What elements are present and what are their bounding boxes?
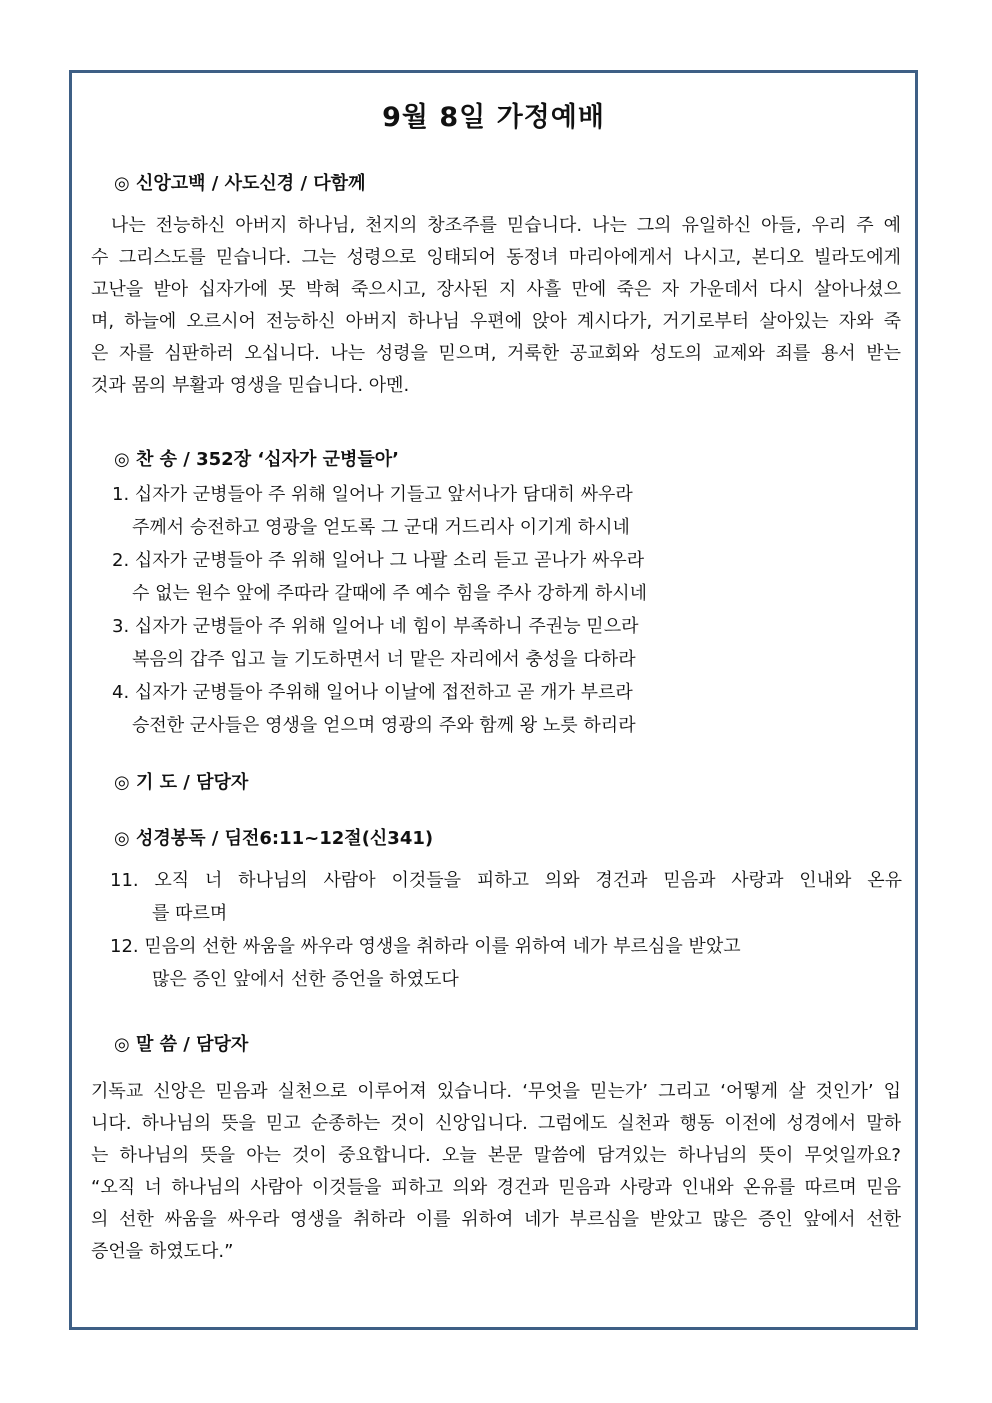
creed-line: 수 그리스도를 믿습니다. 그는 성령으로 잉태되어 동정녀 마리아에게서 나시고, 본디오 빌라도에게 (91, 247, 901, 268)
prayer-heading: ◎ 기 도 / 담당자 (114, 772, 249, 793)
hymn-line: 수 없는 원수 앞에 주따라 갈때에 주 예수 힘을 주사 강하게 하시네 (132, 583, 648, 604)
sermon-line: “오직 너 하나님의 사람아 이것들을 피하고 의와 경건과 믿음과 사랑과 인내와 온유를 따르며 믿음 (91, 1177, 901, 1198)
hymn-line: 2. 십자가 군병들아 주 위해 일어나 그 나팔 소리 듣고 곧나가 싸우라 (112, 550, 645, 571)
hymn-line: 3. 십자가 군병들아 주 위해 일어나 네 힘이 부족하니 주권능 믿으라 (112, 616, 639, 637)
creed-text (91, 210, 901, 402)
creed-line: 나는 전능하신 아버지 하나님, 천지의 창조주를 믿습니다. 나는 그의 유일하신 아들, 우리 주 예 (91, 215, 901, 236)
reading-line: 11. 오직 너 하나님의 사람아 이것들을 피하고 의와 경건과 믿음과 사랑과 인내와 온유 (110, 870, 902, 891)
sermon-line: 니다. 하나님의 뜻을 믿고 순종하는 것이 신앙입니다. 그럼에도 실천과 행동 이전에 성경에서 말하 (91, 1113, 901, 1134)
reading-text (110, 864, 902, 996)
creed-heading: ◎ 신앙고백 / 사도신경 / 다함께 (114, 173, 366, 194)
sermon-line: 는 하나님의 뜻을 아는 것이 중요합니다. 오늘 본문 말씀에 담겨있는 하나님의 뜻이 무엇일까요? (91, 1145, 901, 1166)
sermon-heading: ◎ 말 씀 / 담당자 (114, 1034, 249, 1055)
creed-line: 것과 몸의 부활과 영생을 믿습니다. 아멘. (91, 375, 410, 396)
page-title: 9월 8일 가정예배 (382, 102, 605, 133)
creed-line: 은 자를 심판하러 오십니다. 나는 성령을 믿으며, 거룩한 공교회와 성도의 교제와 죄를 용서 받는 (91, 343, 901, 364)
creed-line: 고난을 받아 십자가에 못 박혀 죽으시고, 장사된 지 사흘 만에 죽은 자 가운데서 다시 살아나셨으 (91, 279, 901, 300)
hymn-line: 승전한 군사들은 영생을 얻으며 영광의 주와 함께 왕 노릇 하리라 (132, 715, 636, 736)
sermon-line: 증언을 하였도다.” (91, 1241, 234, 1262)
sermon-line: 기독교 신앙은 믿음과 실천으로 이루어져 있습니다. ‘무엇을 믿는가’ 그리고 ‘어떻게 살 것인가’ 입 (91, 1081, 901, 1102)
reading-line: 12. 믿음의 선한 싸움을 싸우라 영생을 취하라 이를 위하여 네가 부르심을 받았고 (110, 936, 741, 957)
reading-heading: ◎ 성경봉독 / 딤전6:11~12절(신341) (114, 828, 434, 849)
page-border (69, 70, 918, 1330)
sermon-line: 의 선한 싸움을 싸우라 영생을 취하라 이를 위하여 네가 부르심을 받았고 많은 증인 앞에서 선한 (91, 1209, 901, 1230)
creed-line: 며, 하늘에 오르시어 전능하신 아버지 하나님 우편에 앉아 계시다가, 거기로부터 살아있는 자와 죽 (91, 311, 901, 332)
reading-line: 를 따르며 (152, 903, 228, 924)
hymn-line: 복음의 갑주 입고 늘 기도하면서 너 맡은 자리에서 충성을 다하라 (132, 649, 636, 670)
hymn-line: 1. 십자가 군병들아 주 위해 일어나 기들고 앞서나가 담대히 싸우라 (112, 484, 633, 505)
reading-line: 많은 증인 앞에서 선한 증언을 하였도다 (152, 969, 459, 990)
hymn-line: 4. 십자가 군병들아 주위해 일어나 이날에 접전하고 곧 개가 부르라 (112, 682, 633, 703)
hymn-lyrics (112, 478, 902, 742)
sermon-text (91, 1076, 901, 1268)
hymn-line: 주께서 승전하고 영광을 얻도록 그 군대 거드리사 이기게 하시네 (132, 517, 630, 538)
hymn-heading: ◎ 찬 송 / 352장 ‘십자가 군병들아’ (114, 449, 400, 470)
